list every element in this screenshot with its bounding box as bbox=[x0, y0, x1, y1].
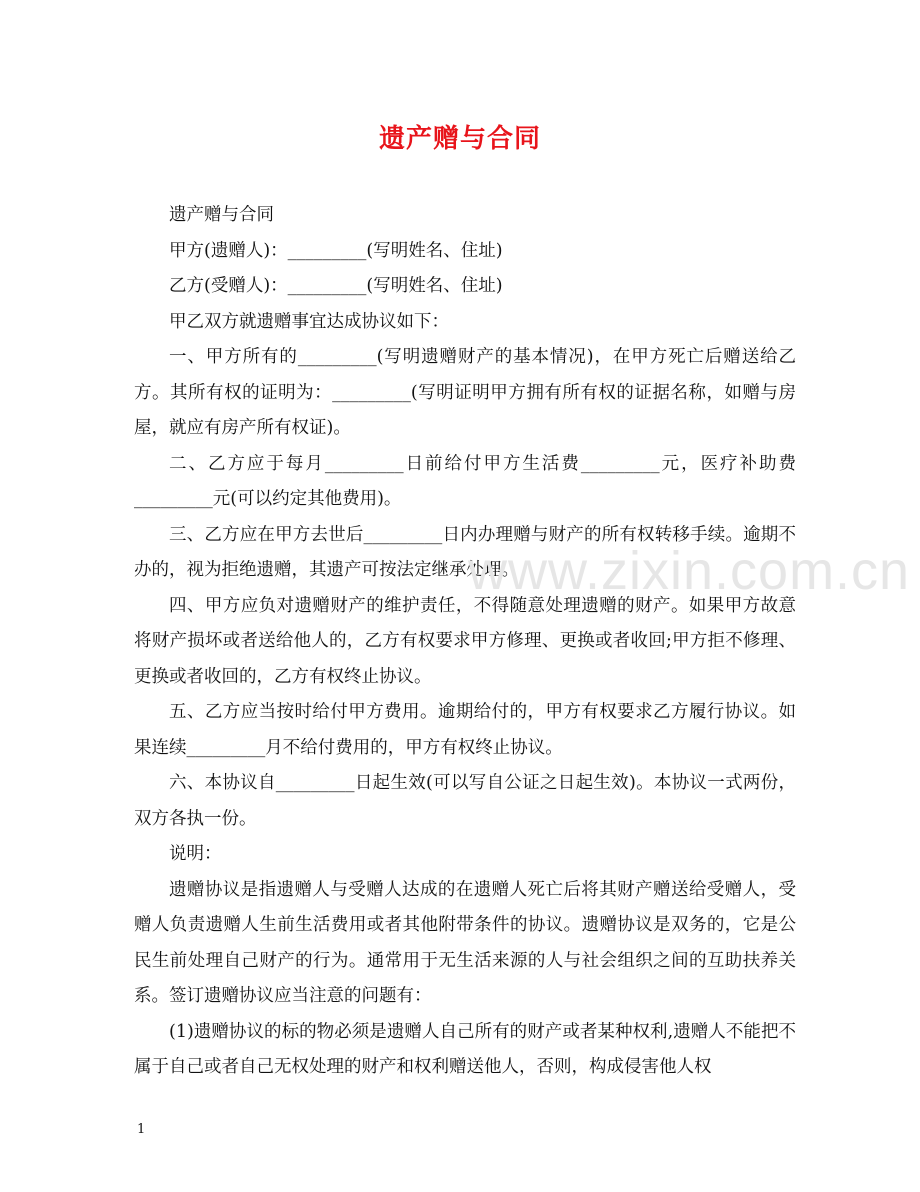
paragraph-clause-6: 六、本协议自_________日起生效(可以写自公证之日起生效)。本协议一式两份，双方各执一份。 bbox=[134, 773, 796, 829]
document-title: 遗产赠与合同 bbox=[378, 124, 541, 154]
paragraph-notes-body: 遗赠协议是指遗赠人与受赠人达成的在遗赠人死亡后将其财产赠送给受赠人，受赠人负责遗赠人生前生活费用或者其他附带条件的协议。遗赠协议是双务的，它是公民生前处理自己财产的行为。通常用于无生活来源的人与社会组织之间的互助扶养关系。签订遗赠协议应当注意的问题有： bbox=[134, 879, 796, 1006]
paragraph-clause-1: 一、甲方所有的_________(写明遗赠财产的基本情况)，在甲方死亡后赠送给乙方。其所有权的证明为：_________(写明证明甲方拥有所有权的证据名称，如赠与房屋，就应有房产所有权证)。 bbox=[134, 347, 796, 438]
paragraph-clause-5: 五、乙方应当按时给付甲方费用。逾期给付的，甲方有权要求乙方履行协议。如果连续_________月不给付费用的，甲方有权终止协议。 bbox=[134, 702, 796, 758]
page-number: 1 bbox=[137, 1122, 146, 1137]
document-body bbox=[134, 198, 796, 1086]
paragraph-notes-item-1: (1)遗赠协议的标的物必须是遗赠人自己所有的财产或者某种权利,遗赠人不能把不属于自己或者自己无权处理的财产和权利赠送他人，否则，构成侵害他人权 bbox=[134, 1021, 796, 1077]
paragraph-clause-3: 三、乙方应在甲方去世后_________日内办理赠与财产的所有权转移手续。逾期不办的，视为拒绝遗赠，其遗产可按法定继承处理。 bbox=[134, 524, 796, 580]
paragraph-agreement-intro: 甲乙双方就遗赠事宜达成协议如下： bbox=[169, 311, 449, 332]
paragraph-party-a: 甲方(遗赠人)：_________(写明姓名、住址) bbox=[169, 240, 503, 261]
paragraph-clause-4: 四、甲方应负对遗赠财产的维护责任，不得随意处理遗赠的财产。如果甲方故意将财产损坏或者送给他人的，乙方有权要求甲方修理、更换或者收回;甲方拒不修理、更换或者收回的，乙方有权终止协议。 bbox=[134, 595, 796, 687]
paragraph-heading: 遗产赠与合同 bbox=[169, 205, 274, 225]
paragraph-clause-2: 二、乙方应于每月_________日前给付甲方生活费_________元，医疗补助费_________元(可以约定其他费用)。 bbox=[134, 453, 796, 509]
paragraph-party-b: 乙方(受赠人)：_________(写明姓名、住址) bbox=[169, 276, 503, 296]
paragraph-notes-heading: 说明： bbox=[169, 844, 222, 864]
watermark: www.zixin.com.cn bbox=[468, 541, 911, 601]
